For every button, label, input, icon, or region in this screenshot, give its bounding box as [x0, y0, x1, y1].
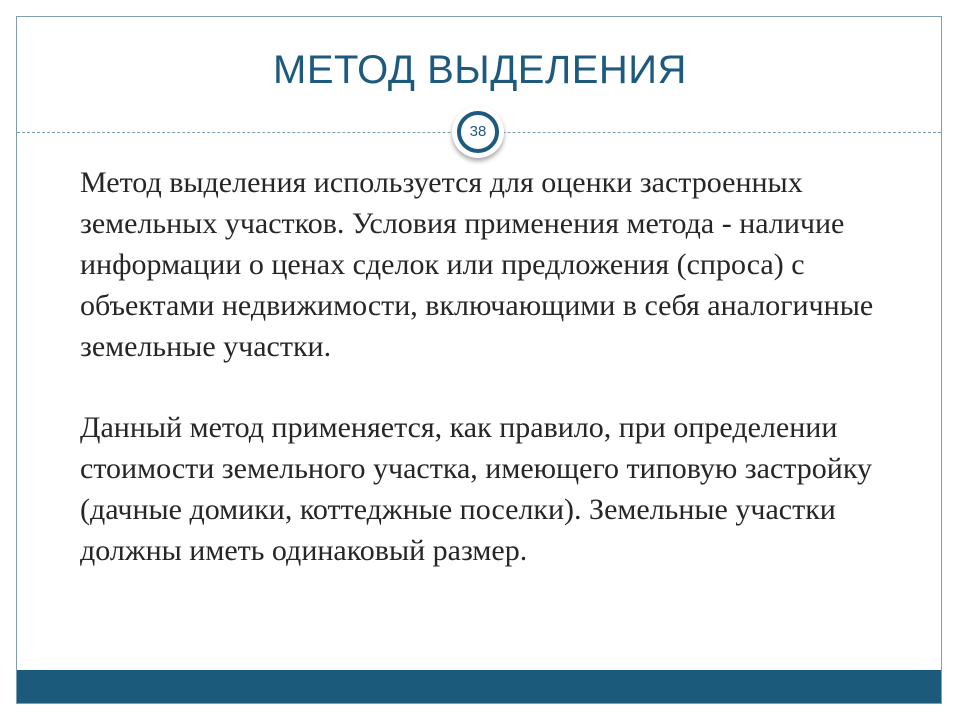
- paragraph-1: Метод выделения используется для оценки застроенных земельных участков. Условия применения метода - наличие информации о ценах сделок или предложения (спроса) с объектами недвижимости, включающими в себя аналогичные земельные участки.: [80, 166, 874, 363]
- paragraph-2: Данный метод применяется, как правило, при определении стоимости земельного участка, имеющего типовую застройку (дачные домики, коттеджные поселки). Земельные участки должны иметь одинаковый размер.: [80, 411, 872, 567]
- slide-body: [80, 162, 920, 571]
- page-number-badge: [452, 106, 504, 158]
- page-number: 38: [469, 123, 487, 140]
- slide-title: МЕТОД ВЫДЕЛЕНИЯ: [273, 48, 687, 92]
- footer-bar: [17, 670, 941, 703]
